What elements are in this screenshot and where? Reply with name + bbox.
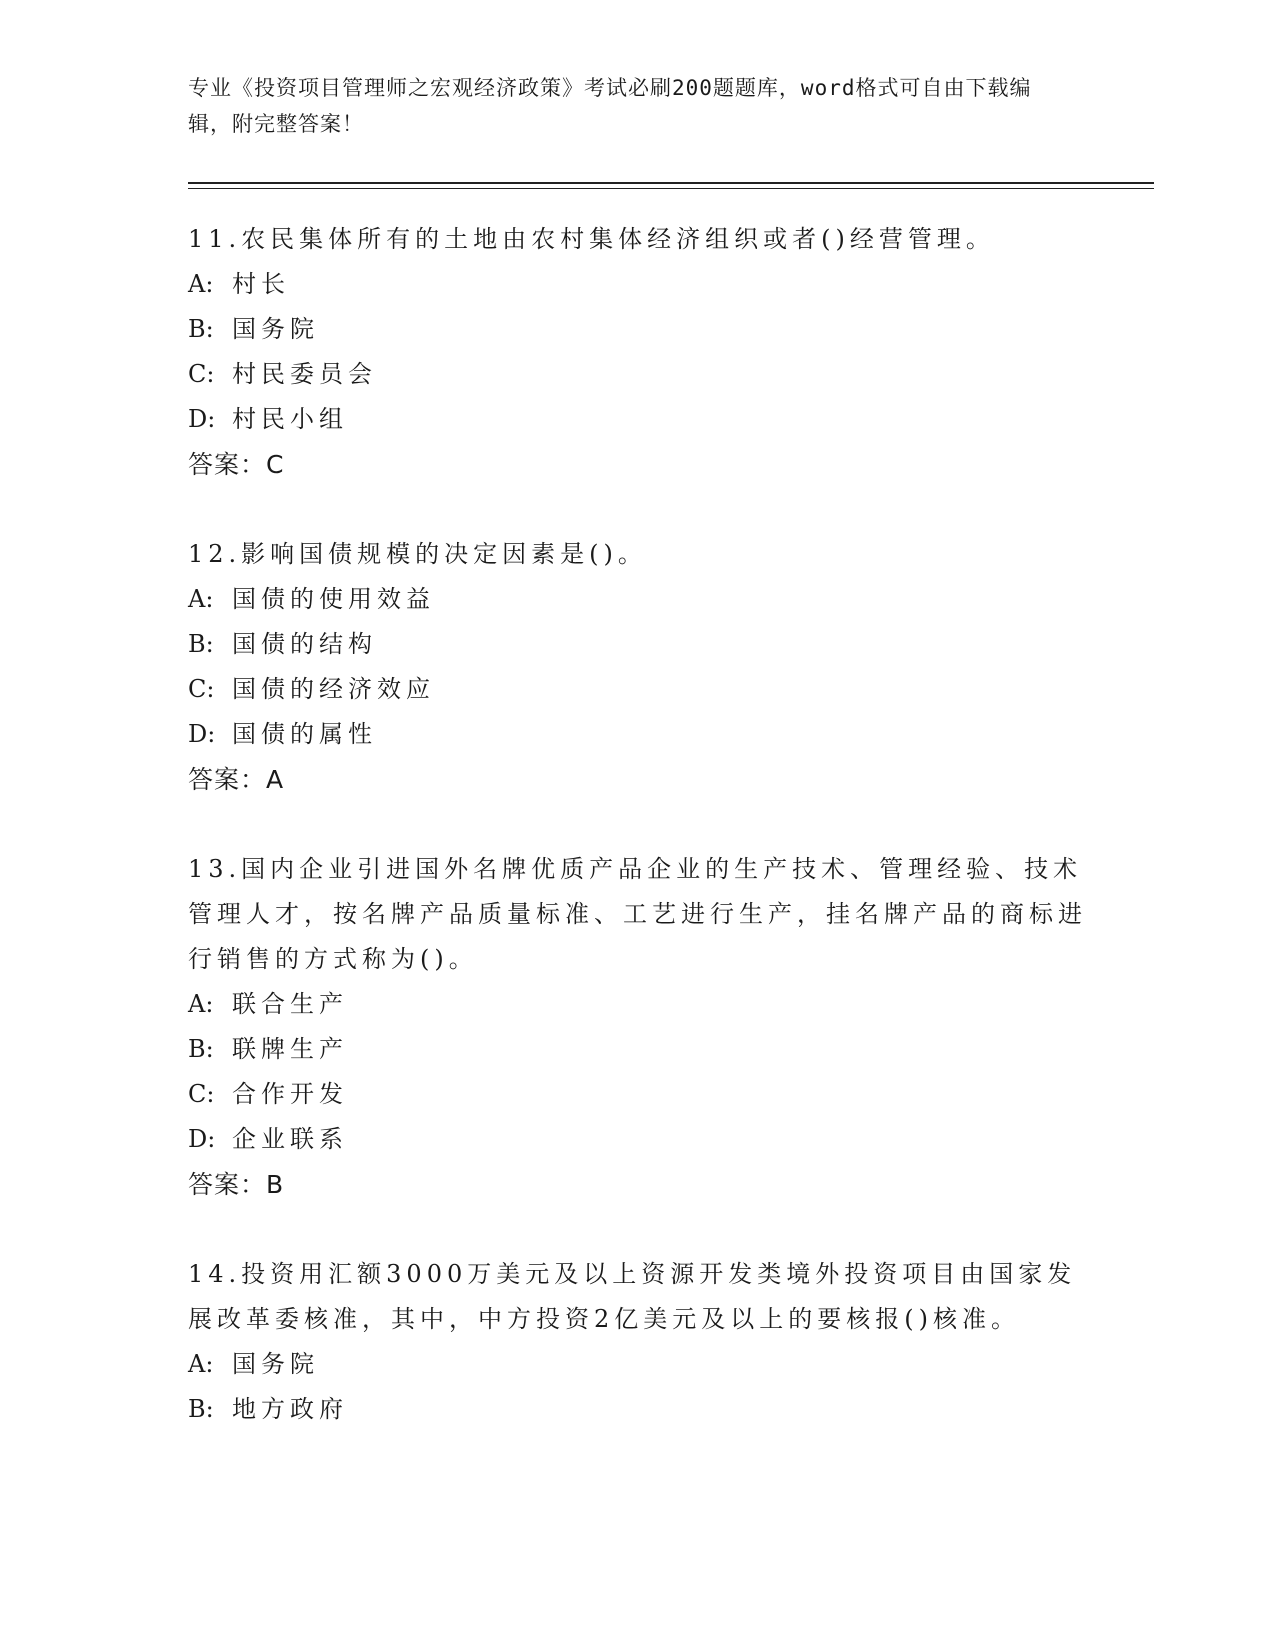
option-letter: D:	[188, 405, 216, 433]
option-text: 联合生产	[232, 990, 348, 1018]
option-letter: C:	[188, 1080, 215, 1108]
option-b	[188, 1387, 1154, 1432]
header-divider	[188, 182, 1154, 189]
option-letter: B:	[188, 1395, 214, 1423]
option-text: 国务院	[232, 1350, 319, 1378]
option-letter: D:	[188, 720, 216, 748]
option-text: 村长	[232, 270, 290, 298]
document-page	[188, 70, 1154, 1477]
answer-line: 答案：C	[188, 450, 285, 479]
option-text: 地方政府	[232, 1395, 348, 1423]
option-letter: B:	[188, 1035, 214, 1063]
option-a	[188, 262, 1154, 307]
option-d	[188, 1117, 1154, 1162]
question-11	[188, 217, 1154, 487]
option-d	[188, 397, 1154, 442]
option-text: 企业联系	[232, 1125, 348, 1153]
document-intro: 专业《投资项目管理师之宏观经济政策》考试必刷200题题库，word格式可自由下载编辑，附完整答案！	[188, 76, 1032, 136]
option-text: 村民委员会	[232, 360, 377, 388]
option-text: 国债的经济效应	[232, 675, 435, 703]
option-letter: B:	[188, 630, 214, 658]
answer-line: 答案：A	[188, 765, 285, 794]
option-letter: A:	[188, 1350, 214, 1378]
question-14	[188, 1252, 1154, 1432]
question-list	[188, 217, 1154, 1432]
option-letter: C:	[188, 360, 215, 388]
option-b	[188, 1027, 1154, 1072]
option-b	[188, 307, 1154, 352]
option-a	[188, 1342, 1154, 1387]
option-letter: B:	[188, 315, 214, 343]
option-c	[188, 352, 1154, 397]
question-text: 13.国内企业引进国外名牌优质产品企业的生产技术、管理经验、技术管理人才，按名牌产品质量标准、工艺进行生产，挂名牌产品的商标进行销售的方式称为()。	[188, 855, 1087, 973]
option-d	[188, 712, 1154, 757]
option-c	[188, 667, 1154, 712]
option-text: 村民小组	[232, 405, 348, 433]
option-letter: A:	[188, 270, 214, 298]
option-letter: D:	[188, 1125, 216, 1153]
question-text: 11.农民集体所有的土地由农村集体经济组织或者()经营管理。	[188, 225, 995, 253]
option-letter: A:	[188, 990, 214, 1018]
option-text: 联牌生产	[232, 1035, 348, 1063]
option-a	[188, 577, 1154, 622]
option-text: 国债的属性	[232, 720, 377, 748]
question-12	[188, 532, 1154, 802]
option-text: 国务院	[232, 315, 319, 343]
option-a	[188, 982, 1154, 1027]
answer-line: 答案：B	[188, 1170, 285, 1199]
option-text: 国债的结构	[232, 630, 377, 658]
option-b	[188, 622, 1154, 667]
option-c	[188, 1072, 1154, 1117]
question-text: 12.影响国债规模的决定因素是()。	[188, 540, 647, 568]
option-text: 合作开发	[232, 1080, 348, 1108]
option-letter: C:	[188, 675, 215, 703]
option-text: 国债的使用效益	[232, 585, 435, 613]
option-letter: A:	[188, 585, 214, 613]
question-text: 14.投资用汇额3000万美元及以上资源开发类境外投资项目由国家发展改革委核准，其中，中方投资2亿美元及以上的要核报()核准。	[188, 1260, 1077, 1333]
question-13	[188, 847, 1154, 1207]
